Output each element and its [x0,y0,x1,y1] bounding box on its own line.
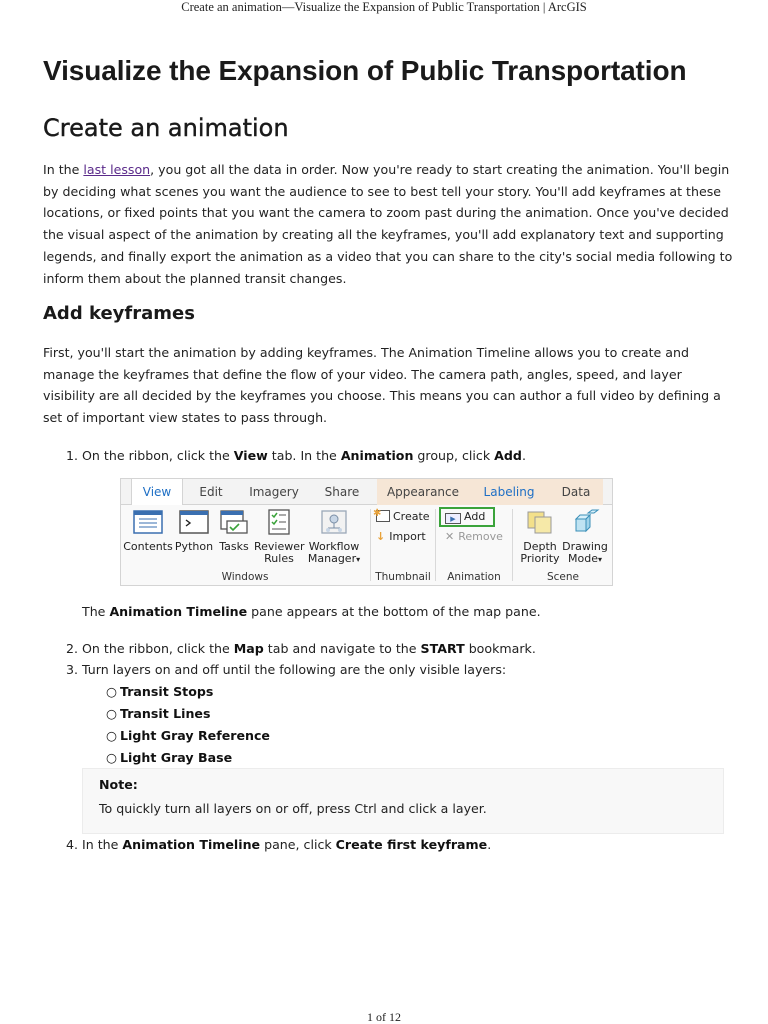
depth-priority-button[interactable] [517,509,563,565]
tasks-button[interactable] [215,509,253,553]
workflow-manager-button[interactable] [305,509,363,566]
ribbon-tab-bar [121,479,612,505]
layer-item-transit-lines [106,705,210,723]
note-box [82,768,724,834]
step-bold: View [233,448,268,463]
step-bold: Animation [340,448,414,463]
layer-item-transit-stops [106,683,213,701]
create-thumbnail-button[interactable] [373,508,430,525]
group-label-animation: Animation [447,571,501,583]
remove-label: Remove [458,530,503,543]
create-icon: ✱ [376,510,390,522]
tab-view[interactable]: View [131,479,183,506]
create-label: Create [393,510,430,523]
contents-icon [133,509,163,535]
step-bold: Create first keyframe [335,837,488,852]
step-text: pane, click [260,837,336,852]
reviewer-label-line2: Rules [264,552,294,565]
python-icon [179,509,209,535]
chevron-down-icon: ▾ [356,555,361,564]
ribbon-groups [121,505,612,585]
step-1 [66,447,526,465]
tab-edit[interactable]: Edit [199,485,223,499]
note-text: To quickly turn all layers on or off, press Ctrl and click a layer. [99,801,487,816]
bullet-circle-icon: ○ [106,750,117,765]
running-header: Create an animation—Visualize the Expansion of Public Transportation | ArcGIS [181,0,587,14]
workflow-manager-icon [319,509,349,535]
remove-keyframe-button[interactable] [445,529,503,545]
layer-item-light-gray-reference [106,727,270,745]
reviewer-rules-button[interactable] [254,509,304,565]
tasks-label: Tasks [219,540,249,553]
layer-name: Light Gray Reference [120,728,270,743]
drawing-label-line1: Drawing [562,540,608,553]
section-title: Create an animation [43,114,289,142]
layer-name: Transit Lines [120,706,211,721]
tab-appearance[interactable]: Appearance [377,479,469,505]
contents-label: Contents [123,540,173,553]
tab-labeling[interactable]: Labeling [469,479,549,505]
subsection-title: Add keyframes [43,303,195,324]
note-label: Note: [99,777,138,792]
depth-label-line2: Priority [520,552,560,565]
drawing-label-line2: Mode [568,552,598,565]
ribbon-screenshot [120,478,613,586]
step-text: Turn layers on and off until the following are the only visible layers: [82,662,507,677]
python-label: Python [174,540,214,553]
layer-name: Light Gray Base [120,750,233,765]
python-button[interactable] [174,509,214,553]
chevron-down-icon: ▾ [597,555,602,564]
import-label: Import [389,530,426,543]
remove-x-icon: ✕ [445,530,455,543]
step-number: 1. [66,448,79,463]
workflow-label-line2: Manager [307,552,357,565]
group-label-thumbnail: Thumbnail [375,571,431,583]
tab-data[interactable]: Data [549,479,603,505]
reviewer-rules-icon [264,509,294,535]
step-bold: Add [494,448,522,463]
step-3 [66,661,506,679]
step-number: 3. [66,662,79,677]
drawing-mode-icon [570,509,600,535]
step-bold: Map [233,641,264,656]
intro-text-start: In the [43,162,84,177]
tasks-icon [219,509,249,535]
add-keyframe-icon: ▶ [445,513,461,524]
step-4 [66,836,491,854]
bullet-circle-icon: ○ [106,684,117,699]
page-number: 1 of 12 [367,1010,401,1024]
group-label-windows: Windows [221,571,269,583]
tab-share[interactable]: Share [324,485,360,499]
depth-label-line1: Depth [523,540,557,553]
step-text: In the [82,837,123,852]
step-text: On the ribbon, click the [82,641,234,656]
add-keyframe-button[interactable] [445,509,485,525]
step-number: 2. [66,641,79,656]
tab-imagery[interactable]: Imagery [249,485,299,499]
step-2 [66,640,536,658]
contents-button[interactable] [123,509,173,553]
add-label: Add [464,510,486,523]
text: The [82,604,110,619]
step-text: tab and navigate to the [263,641,421,656]
depth-priority-icon [525,509,555,535]
drawing-mode-button[interactable] [562,509,608,566]
last-lesson-link[interactable]: last lesson [83,162,151,177]
bullet-circle-icon: ○ [106,728,117,743]
step-text: . [521,448,526,463]
step-number: 4. [66,837,79,852]
after-ribbon-text [82,604,541,619]
text: pane appears at the bottom of the map pane. [247,604,541,619]
document-title: Visualize the Expansion of Public Transportation [43,55,687,86]
bullet-circle-icon: ○ [106,706,117,721]
layer-name: Transit Stops [120,684,214,699]
step-text: bookmark. [464,641,536,656]
step-text: tab. In the [267,448,341,463]
step-bold: START [420,641,465,656]
intro-text-rest: , you got all the data in order. Now you're ready to start creating the animation. You'll begin by deciding what scenes you want the audience to see to best tell your story. You'll add keyframes at these locations, or fixed points that you want the camera to zoom past during the animation. Once you've decided the visual aspect of the animation by creating all the keyframes, you'll add explanatory text and supporting legends, and finally export the animation as a video that you can share to the city's social media following to inform them about the planned transit changes. [43,162,733,286]
reviewer-label-line1: Reviewer [254,540,305,553]
keyframes-paragraph: First, you'll start the animation by adding keyframes. The Animation Timeline allows you to create and manage the keyframes that define the flow of your video. The camera path, angles, speed, and layer visibility are all decided by the keyframes you choose. This means you can author a full video by defining a set of important view states to pass through. [43,345,721,426]
step-text: On the ribbon, click the [82,448,234,463]
intro-paragraph [43,159,733,289]
bold-text: Animation Timeline [109,604,248,619]
group-label-scene: Scene [546,571,579,583]
workflow-label-line1: Workflow [308,540,360,553]
step-bold: Animation Timeline [122,837,261,852]
layer-item-light-gray-base [106,749,232,767]
step-text: group, click [413,448,495,463]
import-thumbnail-button[interactable] [376,529,426,545]
import-arrow-icon: ↓ [376,530,386,543]
step-text: . [487,837,492,852]
